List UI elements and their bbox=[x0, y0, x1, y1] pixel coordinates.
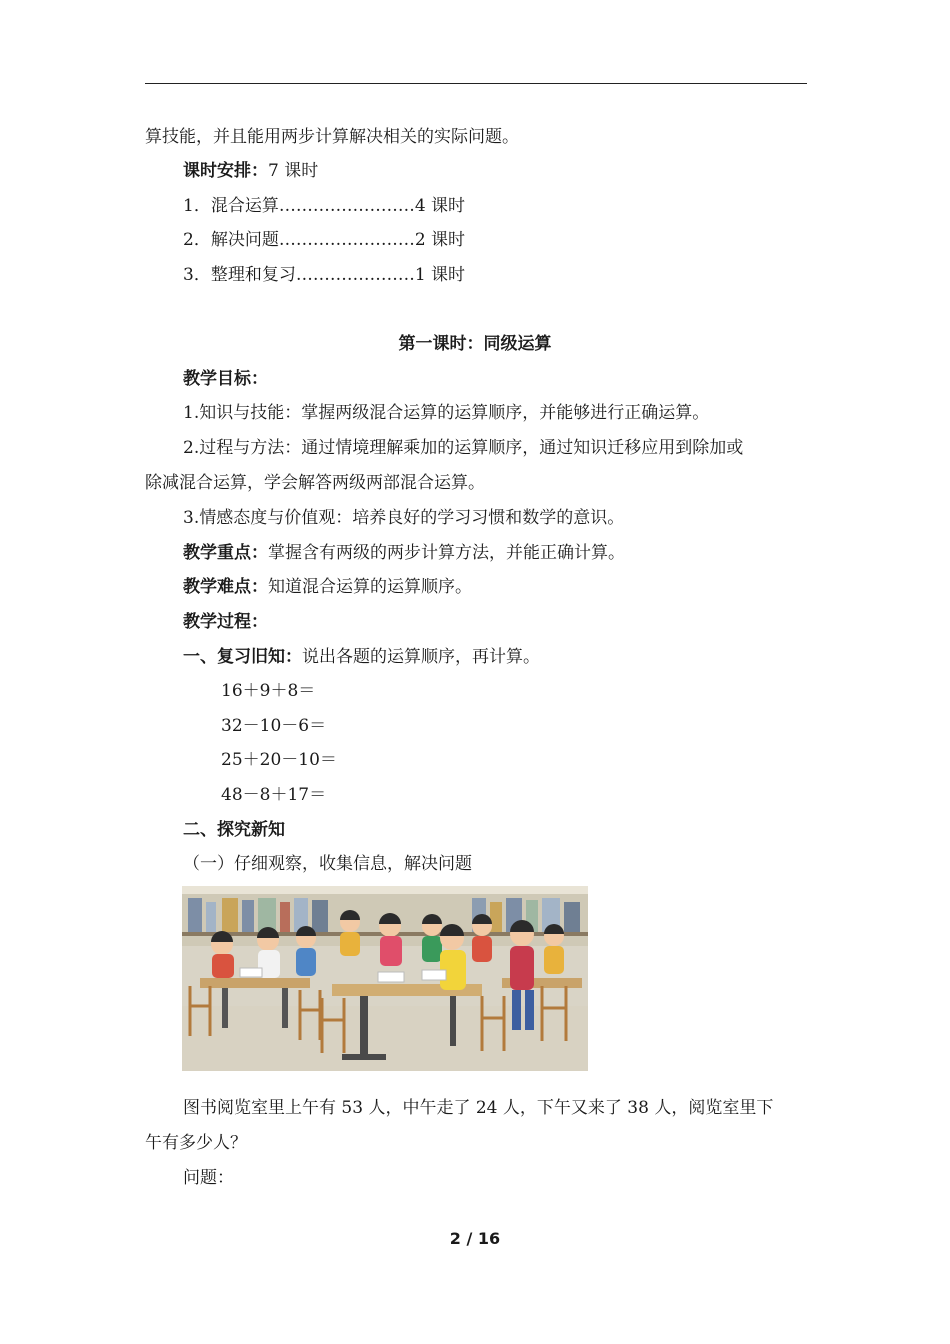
goals-label: 教学目标： bbox=[183, 369, 268, 389]
sub-heading: （一）仔细观察，收集信息，解决问题 bbox=[183, 854, 472, 874]
header-rule bbox=[145, 83, 807, 84]
exercise-item: 16＋9＋8＝ bbox=[221, 681, 316, 701]
exercise-item: 32－10－6＝ bbox=[221, 716, 327, 736]
process-label: 教学过程： bbox=[183, 612, 268, 632]
difficulty-point bbox=[183, 576, 472, 598]
review-line bbox=[183, 646, 540, 668]
problem-line: 图书阅览室里上午有 53 人，中午走了 24 人，下午又来了 38 人，阅览室里下 bbox=[183, 1098, 774, 1118]
lesson-title: 第一课时：同级运算 bbox=[398, 334, 552, 354]
question-label: 问题： bbox=[183, 1168, 234, 1188]
schedule-label: 课时安排： bbox=[183, 161, 268, 181]
schedule-value: 7 课时 bbox=[268, 161, 319, 181]
goal-2-continued: 除减混合运算，学会解答两级两部混合运算。 bbox=[145, 473, 485, 493]
goal-1: 1.知识与技能：掌握两级混合运算的运算顺序，并能够进行正确运算。 bbox=[183, 403, 710, 423]
schedule-item: 3．整理和复习…………………1 课时 bbox=[183, 265, 466, 285]
schedule-item: 1．混合运算……………………4 课时 bbox=[183, 196, 466, 216]
schedule-line bbox=[183, 160, 318, 182]
key-label: 教学重点： bbox=[183, 543, 268, 563]
difficulty-label: 教学难点： bbox=[183, 577, 268, 597]
goal-2: 2.过程与方法：通过情境理解乘加的运算顺序，通过知识迁移应用到除加或 bbox=[183, 438, 744, 458]
explore-label: 二、探究新知 bbox=[183, 820, 285, 840]
intro-line: 算技能，并且能用两步计算解决相关的实际问题。 bbox=[145, 127, 519, 147]
difficulty-text: 知道混合运算的运算顺序。 bbox=[268, 577, 472, 597]
exercise-item: 25＋20－10＝ bbox=[221, 750, 337, 770]
review-label: 一、复习旧知： bbox=[183, 647, 302, 667]
key-text: 掌握含有两级的两步计算方法，并能正确计算。 bbox=[268, 543, 625, 563]
page-number: 2 / 16 bbox=[449, 1229, 501, 1248]
schedule-item: 2．解决问题……………………2 课时 bbox=[183, 230, 466, 250]
problem-line-continued: 午有多少人？ bbox=[145, 1133, 247, 1153]
exercise-item: 48－8＋17＝ bbox=[221, 785, 327, 805]
key-point bbox=[183, 542, 625, 564]
review-text: 说出各题的运算顺序，再计算。 bbox=[302, 647, 540, 667]
reading-room-illustration bbox=[182, 886, 588, 1071]
goal-3: 3.情感态度与价值观：培养良好的学习习惯和数学的意识。 bbox=[183, 508, 625, 528]
